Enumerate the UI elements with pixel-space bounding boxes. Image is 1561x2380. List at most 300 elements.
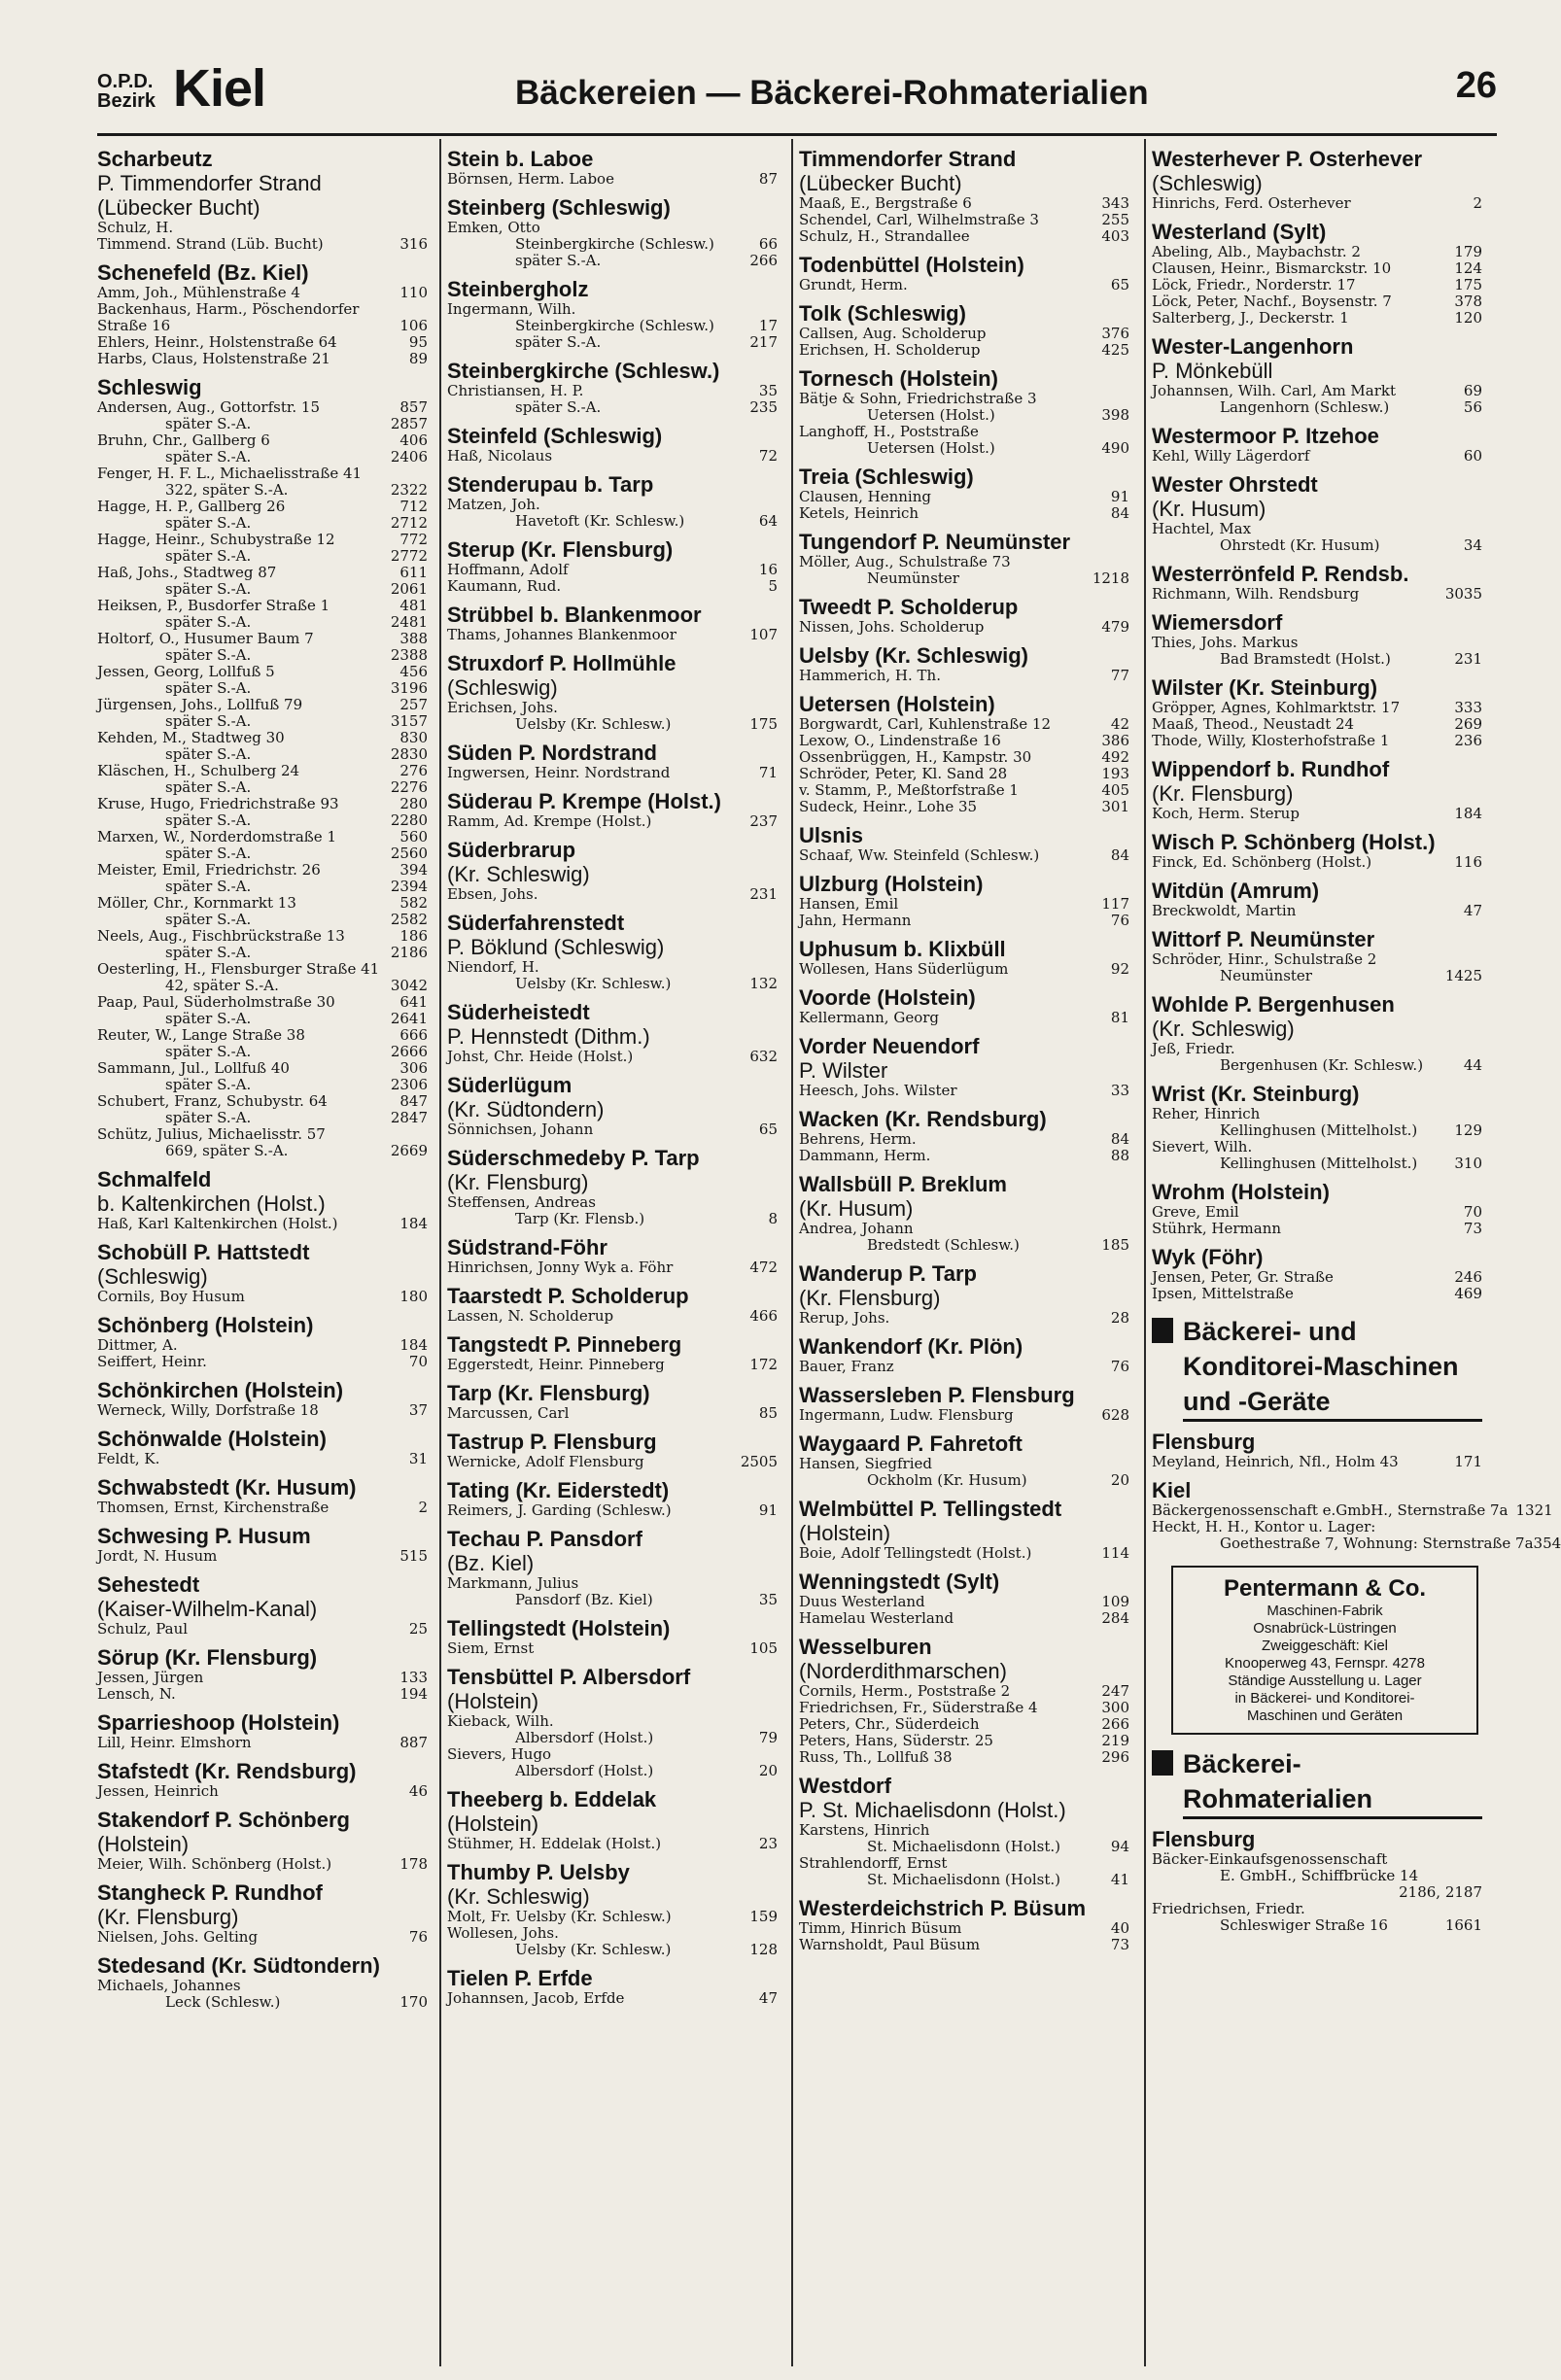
listing-entry	[97, 399, 428, 416]
listing-continuation	[1152, 1122, 1482, 1139]
entry-name: Schulz, H.	[97, 219, 174, 236]
phone-number: 2772	[390, 547, 428, 565]
phone-number: 69	[1463, 382, 1482, 399]
place-heading: Uelsby (Kr. Schleswig)	[799, 643, 1028, 668]
entry-name: Johannsen, Wilh. Carl, Am Markt	[1152, 382, 1397, 399]
entry-name: Johst, Chr. Heide (Holst.)	[447, 1048, 634, 1065]
black-square-icon	[1152, 1318, 1173, 1343]
entry-name: Ebsen, Johs.	[447, 885, 538, 903]
entry-name: Ipsen, Mittelstraße	[1152, 1285, 1294, 1302]
place-heading: Steinberg (Schleswig)	[447, 195, 671, 220]
listing-entry	[799, 1148, 1129, 1164]
entry-name: später S.-A.	[165, 712, 252, 730]
listing-continuation	[799, 570, 1129, 587]
listing-entry	[799, 1594, 1129, 1610]
listing-entry	[447, 383, 778, 399]
phone-number: 333	[1454, 699, 1482, 716]
phone-number: 388	[399, 630, 428, 647]
listing-entry	[447, 1357, 778, 1373]
listing-entry	[97, 236, 428, 253]
entry-name: Ossenbrüggen, H., Kampstr. 30	[799, 748, 1032, 766]
listing-continuation	[97, 1044, 428, 1060]
phone-number: 175	[1454, 276, 1482, 293]
entry-name: Andersen, Aug., Gottorfstr. 15	[97, 398, 321, 416]
place-heading: Welmbüttel P. Tellingstedt	[799, 1497, 1062, 1521]
phone-number: 1661	[1444, 1916, 1482, 1934]
entry-name: Abeling, Alb., Maybachstr. 2	[1152, 243, 1361, 260]
phone-number: 269	[1454, 715, 1482, 733]
listing-entry	[447, 1713, 778, 1730]
entry-name: Clausen, Henning	[799, 488, 931, 505]
listing-entry	[97, 351, 428, 367]
phone-number: 2394	[390, 878, 428, 895]
entry-name: Kellinghusen (Mittelholst.)	[1220, 1155, 1418, 1172]
entry-name: Werneck, Willy, Dorfstraße 18	[97, 1401, 319, 1419]
entry-name: Michaels, Johannes	[97, 1977, 241, 1994]
entry-name: Heckt, H. H., Kontor u. Lager:	[1152, 1518, 1376, 1535]
place-heading: Schleswig	[97, 375, 202, 399]
listing-continuation	[97, 779, 428, 796]
place-heading: Sörup (Kr. Flensburg)	[97, 1645, 318, 1670]
place-subheading: (Norderdithmarschen)	[799, 1659, 1007, 1683]
section-title: Bäckerei- und Konditorei-Maschinen und -Geräte	[1183, 1314, 1482, 1422]
entry-name: Fenger, H. F. L., Michaelisstraße 41	[97, 465, 363, 482]
listing-entry	[1152, 951, 1482, 968]
place-heading: Tastrup P. Flensburg	[447, 1430, 657, 1454]
phone-number: 133	[399, 1669, 428, 1686]
listing-entry	[799, 212, 1129, 228]
entry-name: Möller, Chr., Kornmarkt 13	[97, 894, 296, 912]
entry-name: Hamelau Westerland	[799, 1609, 954, 1627]
listing-continuation	[1152, 537, 1482, 554]
ad-text-line: Maschinen und Geräten	[1246, 1707, 1404, 1724]
entry-name: Timm, Hinrich Büsum	[799, 1919, 962, 1937]
entry-name: E. GmbH., Schiffbrücke 14	[1220, 1867, 1419, 1884]
listing-continuation	[97, 581, 428, 598]
listing-entry	[799, 1700, 1129, 1716]
phone-number: 2830	[390, 745, 428, 763]
place-heading: Flensburg	[1152, 1430, 1256, 1454]
listing-entry	[799, 1937, 1129, 1953]
phone-number: 830	[399, 729, 428, 746]
entry-name: später S.-A.	[165, 613, 252, 631]
phone-number: 175	[749, 715, 778, 733]
entry-name: Richmann, Wilh. Rendsburg	[1152, 585, 1360, 603]
phone-number: 2560	[390, 845, 428, 862]
entry-name: Reher, Hinrich	[1152, 1105, 1261, 1122]
entry-name: Uelsby (Kr. Schlesw.)	[515, 715, 672, 733]
place-heading: Süderheistedt	[447, 1000, 590, 1024]
place-heading: Stein b. Laboe	[447, 147, 594, 171]
phone-number: 306	[399, 1059, 428, 1077]
ad-text-line: Ständige Ausstellung u. Lager	[1228, 1673, 1422, 1689]
phone-number: 772	[399, 531, 428, 548]
phone-number: 5	[768, 577, 778, 595]
phone-number: 28	[1110, 1309, 1129, 1327]
entry-name: Andrea, Johann	[799, 1220, 914, 1237]
entry-name: Jahn, Hermann	[799, 912, 912, 929]
listing-entry	[447, 1640, 778, 1657]
listing-entry	[97, 796, 428, 812]
entry-name: Ohrstedt (Kr. Husum)	[1220, 536, 1380, 554]
entry-name: Albersdorf (Holst.)	[515, 1729, 654, 1746]
place-heading: Süden P. Nordstrand	[447, 741, 657, 765]
listing-entry	[447, 1746, 778, 1763]
listing-entry	[97, 285, 428, 301]
entry-name: Siem, Ernst	[447, 1639, 535, 1657]
column-divider	[1144, 139, 1146, 2366]
place-heading: Steinfeld (Schleswig)	[447, 424, 663, 448]
place-heading: Taarstedt P. Scholderup	[447, 1284, 689, 1308]
phone-number: 296	[1101, 1748, 1129, 1766]
listing-entry	[97, 697, 428, 713]
phone-number: 76	[1110, 912, 1129, 929]
entry-name: Schulz, H., Strandallee	[799, 227, 970, 245]
phone-number: 105	[749, 1639, 778, 1657]
phone-number: 2	[418, 1499, 428, 1516]
entry-name: Sievert, Wilh.	[1152, 1138, 1253, 1156]
entry-name: Jessen, Georg, Lollfuß 5	[97, 663, 275, 680]
entry-name: Emken, Otto	[447, 219, 540, 236]
entry-name: Cornils, Herm., Poststraße 2	[799, 1682, 1011, 1700]
entry-name: Bauer, Franz	[799, 1358, 894, 1375]
listing-continuation	[97, 812, 428, 829]
entry-name: Dammann, Herm.	[799, 1147, 931, 1164]
place-heading: Tungendorf P. Neumünster	[799, 530, 1071, 554]
listing-continuation	[799, 1472, 1129, 1489]
listing-entry	[447, 959, 778, 976]
entry-name: Hansen, Siegfried	[799, 1455, 933, 1472]
listing-entry	[97, 1093, 428, 1110]
phone-number: 310	[1454, 1155, 1482, 1172]
listing-continuation	[1152, 968, 1482, 984]
place-heading: Wippendorf b. Rundhof	[1152, 757, 1390, 781]
entry-name: Heiksen, P., Busdorfer Straße 1	[97, 597, 330, 614]
listing-entry	[97, 664, 428, 680]
phone-number: 120	[1454, 309, 1482, 327]
listing-continuation	[447, 236, 778, 253]
listing-entry	[97, 466, 428, 482]
listing-entry	[1152, 448, 1482, 465]
place-heading: Westerrönfeld P. Rendsb.	[1152, 562, 1409, 586]
place-heading: Wassersleben P. Flensburg	[799, 1383, 1075, 1407]
listing-entry	[1152, 1454, 1482, 1470]
place-heading: Westdorf	[799, 1774, 891, 1798]
listing-entry	[97, 318, 428, 334]
listing-entry	[799, 1716, 1129, 1733]
entry-name: Boie, Adolf Tellingstedt (Holst.)	[799, 1544, 1032, 1562]
listing-entry	[799, 505, 1129, 522]
place-heading: Wenningstedt (Sylt)	[799, 1569, 1000, 1594]
listing-entry	[447, 886, 778, 903]
entry-name: Thams, Johannes Blankenmoor	[447, 626, 676, 643]
place-heading: Wittorf P. Neumünster	[1152, 927, 1375, 951]
entry-name: Wollesen, Hans Süderlügum	[799, 960, 1009, 978]
entry-name: Molt, Fr. Uelsby (Kr. Schlesw.)	[447, 1908, 672, 1925]
phone-number: 354	[1533, 1535, 1561, 1552]
place-heading: Tielen P. Erfde	[447, 1966, 593, 1990]
entry-name: Kellermann, Georg	[799, 1009, 940, 1026]
place-subheading: (Bz. Kiel)	[447, 1551, 535, 1575]
listing-entry	[1152, 244, 1482, 260]
place-subheading: (Schleswig)	[447, 675, 558, 700]
entry-name: Maaß, Theod., Neustadt 24	[1152, 715, 1355, 733]
column-divider	[791, 139, 793, 2366]
phone-number: 109	[1101, 1593, 1129, 1610]
place-subheading: (Kr. Schleswig)	[1152, 1017, 1295, 1041]
place-heading: Schenefeld (Bz. Kiel)	[97, 260, 309, 285]
listing-continuation	[1152, 1057, 1482, 1074]
phone-number: 641	[399, 993, 428, 1011]
entry-name: Kaumann, Rud.	[447, 577, 562, 595]
listing-continuation	[447, 1942, 778, 1958]
advertisement-box	[1171, 1566, 1478, 1735]
place-heading: Wyk (Föhr)	[1152, 1245, 1264, 1269]
listing-continuation	[97, 1110, 428, 1126]
phone-number: 70	[1463, 1203, 1482, 1221]
listing-entry	[97, 1354, 428, 1370]
place-heading: Stakendorf P. Schönberg	[97, 1808, 350, 1832]
phone-number: 34	[1463, 536, 1482, 554]
entry-name: Jensen, Peter, Gr. Straße	[1152, 1268, 1334, 1286]
phone-number: 89	[408, 350, 428, 367]
listing-entry	[447, 1502, 778, 1519]
phone-number: 171	[1454, 1453, 1482, 1470]
black-square-icon	[1152, 1750, 1173, 1776]
phone-number: 94	[1110, 1838, 1129, 1855]
listing-entry	[1152, 1286, 1482, 1302]
phone-number: 582	[399, 894, 428, 912]
place-heading: Techau P. Pansdorf	[447, 1527, 642, 1551]
listing-entry	[1152, 1139, 1482, 1156]
entry-name: Jürgensen, Johs., Lollfuß 79	[97, 696, 303, 713]
listing-continuation	[447, 1211, 778, 1227]
entry-name: Ramm, Ad. Krempe (Holst.)	[447, 812, 652, 830]
listing-continuation	[97, 680, 428, 697]
place-heading: Wohlde P. Bergenhusen	[1152, 992, 1395, 1017]
ad-company-name: Pentermann & Co.	[1223, 1575, 1427, 1602]
entry-name: Kläschen, H., Schulberg 24	[97, 762, 300, 779]
entry-name: Thode, Willy, Klosterhofstraße 1	[1152, 732, 1390, 749]
listing-entry	[97, 862, 428, 879]
phone-number: 106	[399, 317, 428, 334]
entry-name: Karstens, Hinrich	[799, 1821, 930, 1839]
entry-name: Ehlers, Heinr., Holstenstraße 64	[97, 333, 337, 351]
phone-number: 41	[1110, 1871, 1129, 1888]
phone-number: 2276	[390, 778, 428, 796]
listing-continuation	[97, 614, 428, 631]
phone-number: 124	[1454, 259, 1482, 277]
phone-number: 60	[1463, 447, 1482, 465]
place-heading: Wester Ohrstedt	[1152, 472, 1318, 497]
listing-entry	[799, 1221, 1129, 1237]
entry-name: Hansen, Emil	[799, 895, 899, 913]
entry-name: Thomsen, Ernst, Kirchenstraße	[97, 1499, 330, 1516]
listing-entry	[799, 847, 1129, 864]
place-heading: Wallsbüll P. Breklum	[799, 1172, 1007, 1196]
entry-name: Bätje & Sohn, Friedrichstraße 3	[799, 390, 1037, 407]
place-heading: Tweedt P. Scholderup	[799, 595, 1019, 619]
entry-name: Bredstedt (Schlesw.)	[867, 1236, 1020, 1254]
entry-name: Schaaf, Ww. Steinfeld (Schlesw.)	[799, 846, 1040, 864]
listing-entry	[799, 766, 1129, 782]
entry-name: Friedrichsen, Fr., Süderstraße 4	[799, 1699, 1038, 1716]
listing-entry	[1152, 521, 1482, 537]
place-heading: Schmalfeld	[97, 1167, 212, 1191]
entry-name: Stühmer, H. Eddelak (Holst.)	[447, 1835, 662, 1852]
entry-name: 322, später S.-A.	[165, 481, 289, 499]
phone-number: 95	[408, 333, 428, 351]
phone-number: 129	[1454, 1121, 1482, 1139]
listing-entry	[1152, 310, 1482, 327]
place-heading: Stangheck P. Rundhof	[97, 1880, 323, 1905]
place-heading: Stenderupau b. Tarp	[447, 472, 654, 497]
entry-name: Behrens, Herm.	[799, 1130, 917, 1148]
entry-name: Nielsen, Johs. Gelting	[97, 1928, 259, 1946]
listing-continuation	[799, 1839, 1129, 1855]
entry-name: Kieback, Wilh.	[447, 1712, 554, 1730]
place-heading: Wrohm (Holstein)	[1152, 1180, 1330, 1204]
column-3	[799, 139, 1129, 2370]
phone-number: 300	[1101, 1699, 1129, 1716]
entry-name: später S.-A.	[165, 1076, 252, 1093]
listing-entry	[97, 1500, 428, 1516]
phone-number: 2280	[390, 811, 428, 829]
listing-entry	[97, 1686, 428, 1703]
listing-entry	[97, 1735, 428, 1751]
listing-continuation	[799, 1237, 1129, 1254]
entry-name: Kehl, Willy Lägerdorf	[1152, 447, 1310, 465]
entry-name: Bad Bramstedt (Holst.)	[1220, 650, 1391, 668]
listing-entry	[447, 1990, 778, 2007]
entry-name: Neels, Aug., Fischbrückstraße 13	[97, 927, 345, 945]
entry-name: Maaß, E., Bergstraße 6	[799, 194, 972, 212]
listing-entry	[799, 749, 1129, 766]
entry-name: Hagge, Heinr., Schubystraße 12	[97, 531, 335, 548]
listing-continuation	[447, 1592, 778, 1608]
entry-name: 42, später S.-A.	[165, 977, 279, 994]
entry-name: Timmend. Strand (Lüb. Bucht)	[97, 235, 324, 253]
phone-number: 887	[399, 1734, 428, 1751]
entry-name: Backenhaus, Harm., Pöschendorfer	[97, 300, 360, 318]
phone-number: 237	[749, 812, 778, 830]
entry-name: Ingermann, Wilh.	[447, 300, 576, 318]
listing-entry	[447, 1049, 778, 1065]
entry-name: später S.-A.	[165, 679, 252, 697]
place-subheading: (Holstein)	[447, 1811, 539, 1836]
entry-name: Meyland, Heinrich, Nfl., Holm 43	[1152, 1453, 1399, 1470]
listing-entry	[799, 1610, 1129, 1627]
phone-number: 81	[1110, 1009, 1129, 1026]
phone-number: 2582	[390, 911, 428, 928]
listing-entry	[97, 1548, 428, 1565]
listing-entry	[1152, 1519, 1482, 1535]
place-subheading: (Holstein)	[799, 1521, 891, 1545]
listing-entry	[97, 1451, 428, 1467]
phone-number: 2322	[390, 481, 428, 499]
phone-number: 1218	[1092, 569, 1129, 587]
entry-name: Schendel, Carl, Wilhelmstraße 3	[799, 211, 1039, 228]
phone-number: 1425	[1444, 967, 1482, 984]
phone-number: 132	[749, 975, 778, 992]
listing-entry	[1152, 1851, 1482, 1868]
listing-continuation	[97, 1077, 428, 1093]
phone-number: 3035	[1444, 585, 1482, 603]
phone-number: 255	[1101, 211, 1129, 228]
listing-entry	[799, 391, 1129, 407]
place-subheading: (Kr. Husum)	[1152, 497, 1266, 521]
phone-number: 84	[1110, 1130, 1129, 1148]
listing-continuation	[97, 449, 428, 466]
listing-entry	[97, 928, 428, 945]
phone-number: 479	[1101, 618, 1129, 636]
listing-entry	[447, 1308, 778, 1325]
entry-name: Bäckergenossenschaft e.GmbH., Sternstraße 7a	[1152, 1501, 1509, 1519]
phone-number: 247	[1101, 1682, 1129, 1700]
phone-number: 31	[408, 1450, 428, 1467]
listing-entry	[97, 994, 428, 1011]
column-1	[97, 139, 428, 2370]
listing-continuation	[1152, 1535, 1561, 1552]
listing-continuation	[97, 1994, 428, 2011]
phone-number: 405	[1101, 781, 1129, 799]
place-subheading: (Kaiser-Wilhelm-Kanal)	[97, 1597, 318, 1621]
phone-number: 91	[758, 1501, 778, 1519]
place-subheading: P. Böklund (Schleswig)	[447, 935, 665, 959]
phone-number: 70	[408, 1353, 428, 1370]
place-heading: Kiel	[1152, 1478, 1192, 1502]
listing-entry	[447, 700, 778, 716]
column-2	[447, 139, 778, 2370]
phone-number: 481	[399, 597, 428, 614]
entry-name: Sudeck, Heinr., Lohe 35	[799, 798, 978, 815]
listing-entry	[447, 1454, 778, 1470]
opd-label	[97, 72, 156, 111]
place-heading: Südstrand-Föhr	[447, 1235, 607, 1259]
phone-number: 406	[399, 431, 428, 449]
entry-name: Jordt, N. Husum	[97, 1547, 218, 1565]
phone-number: 71	[758, 764, 778, 781]
phone-number: 193	[1101, 765, 1129, 782]
phone-number: 159	[749, 1908, 778, 1925]
entry-name: Havetoft (Kr. Schlesw.)	[515, 512, 685, 530]
place-subheading: P. St. Michaelisdonn (Holst.)	[799, 1798, 1066, 1822]
phone-number: 2666	[390, 1043, 428, 1060]
place-subheading: (Kr. Flensburg)	[447, 1170, 589, 1194]
place-heading: Schönkirchen (Holstein)	[97, 1378, 344, 1402]
entry-name: Leck (Schlesw.)	[165, 1993, 281, 2011]
listing-continuation	[447, 1763, 778, 1779]
place-heading: Todenbüttel (Holstein)	[799, 253, 1024, 277]
listing-continuation	[447, 716, 778, 733]
listing-continuation	[97, 416, 428, 432]
place-heading: Uetersen (Holstein)	[799, 692, 995, 716]
listing-entry	[97, 1402, 428, 1419]
listing-entry	[799, 668, 1129, 684]
place-heading: Westermoor P. Itzehoe	[1152, 424, 1379, 448]
place-heading: Strübbel b. Blankenmoor	[447, 603, 702, 627]
entry-name: Russ, Th., Lollfuß 38	[799, 1748, 953, 1766]
listing-entry	[447, 448, 778, 465]
listing-continuation	[1152, 1156, 1482, 1172]
place-heading: Westerland (Sylt)	[1152, 220, 1327, 244]
listing-continuation	[97, 912, 428, 928]
phone-number: 172	[749, 1356, 778, 1373]
phone-number: 2061	[390, 580, 428, 598]
place-subheading: P. Hennstedt (Dithm.)	[447, 1024, 650, 1049]
listing-entry	[97, 1978, 428, 1994]
entry-name: Thies, Johs. Markus	[1152, 634, 1299, 651]
